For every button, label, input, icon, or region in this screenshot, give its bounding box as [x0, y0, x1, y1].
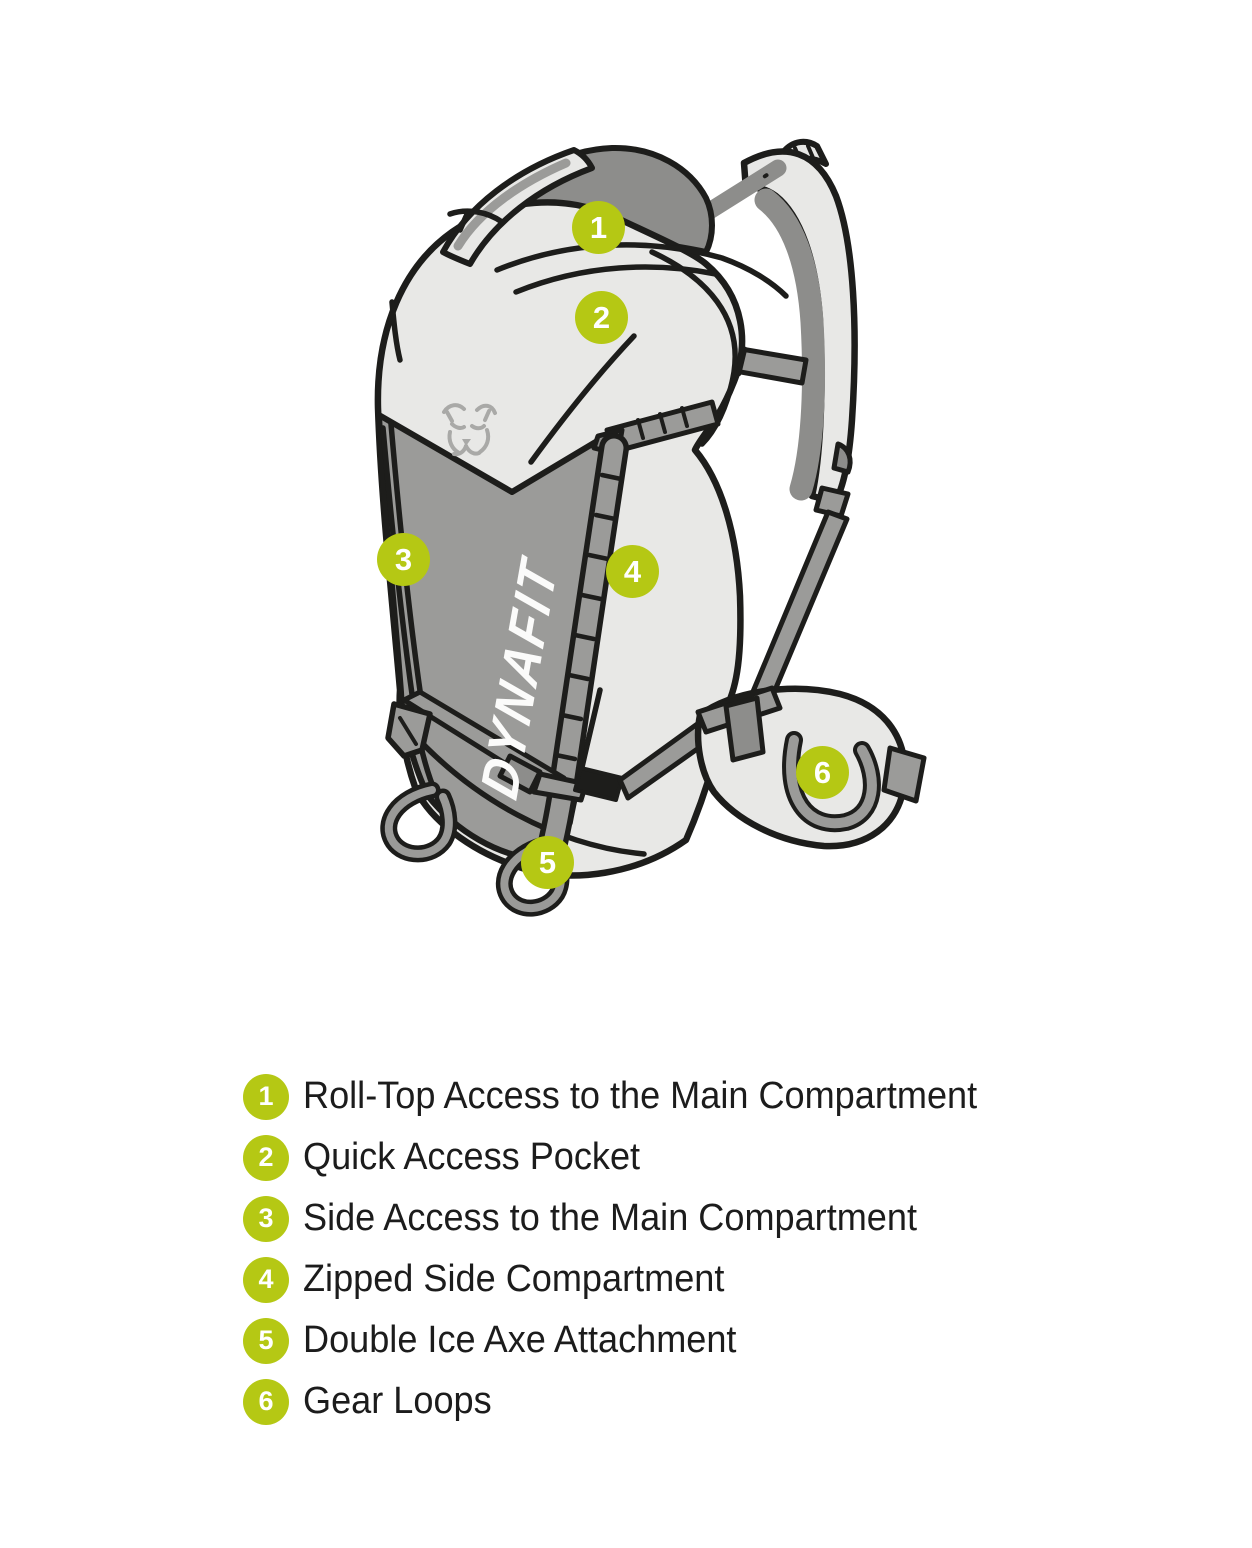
legend-item — [243, 1371, 1013, 1432]
legend-item — [243, 1127, 1013, 1188]
callout-5 — [521, 836, 574, 889]
legend-badge: 3 — [243, 1196, 289, 1242]
legend-badge: 5 — [243, 1318, 289, 1364]
legend-item — [243, 1188, 1013, 1249]
legend-label: Roll-Top Access to the Main Compartment — [303, 1075, 978, 1117]
legend-label: Zipped Side Compartment — [303, 1258, 725, 1300]
callout-number: 4 — [623, 554, 642, 589]
callout-6 — [796, 746, 849, 799]
callout-number: 2 — [592, 300, 611, 335]
legend-badge: 1 — [243, 1074, 289, 1120]
legend-item — [243, 1310, 1013, 1371]
legend-label: Quick Access Pocket — [303, 1136, 641, 1178]
callout-number: 5 — [538, 845, 557, 880]
brand-wordmark: DYNAFIT — [469, 534, 572, 807]
callout-3 — [377, 533, 430, 586]
feature-legend — [243, 1066, 1013, 1432]
legend-badge: 4 — [243, 1257, 289, 1303]
callout-number: 6 — [813, 755, 832, 790]
callout-1 — [572, 201, 625, 254]
callout-2 — [575, 291, 628, 344]
callout-number: 1 — [589, 210, 608, 245]
legend-item — [243, 1249, 1013, 1310]
legend-badge: 2 — [243, 1135, 289, 1181]
legend-label: Gear Loops — [303, 1380, 492, 1422]
callout-number: 3 — [394, 542, 413, 577]
legend-label: Side Access to the Main Compartment — [303, 1197, 917, 1239]
callout-4 — [606, 545, 659, 598]
legend-item — [243, 1066, 1013, 1127]
legend-badge: 6 — [243, 1379, 289, 1425]
legend-label: Double Ice Axe Attachment — [303, 1319, 737, 1361]
